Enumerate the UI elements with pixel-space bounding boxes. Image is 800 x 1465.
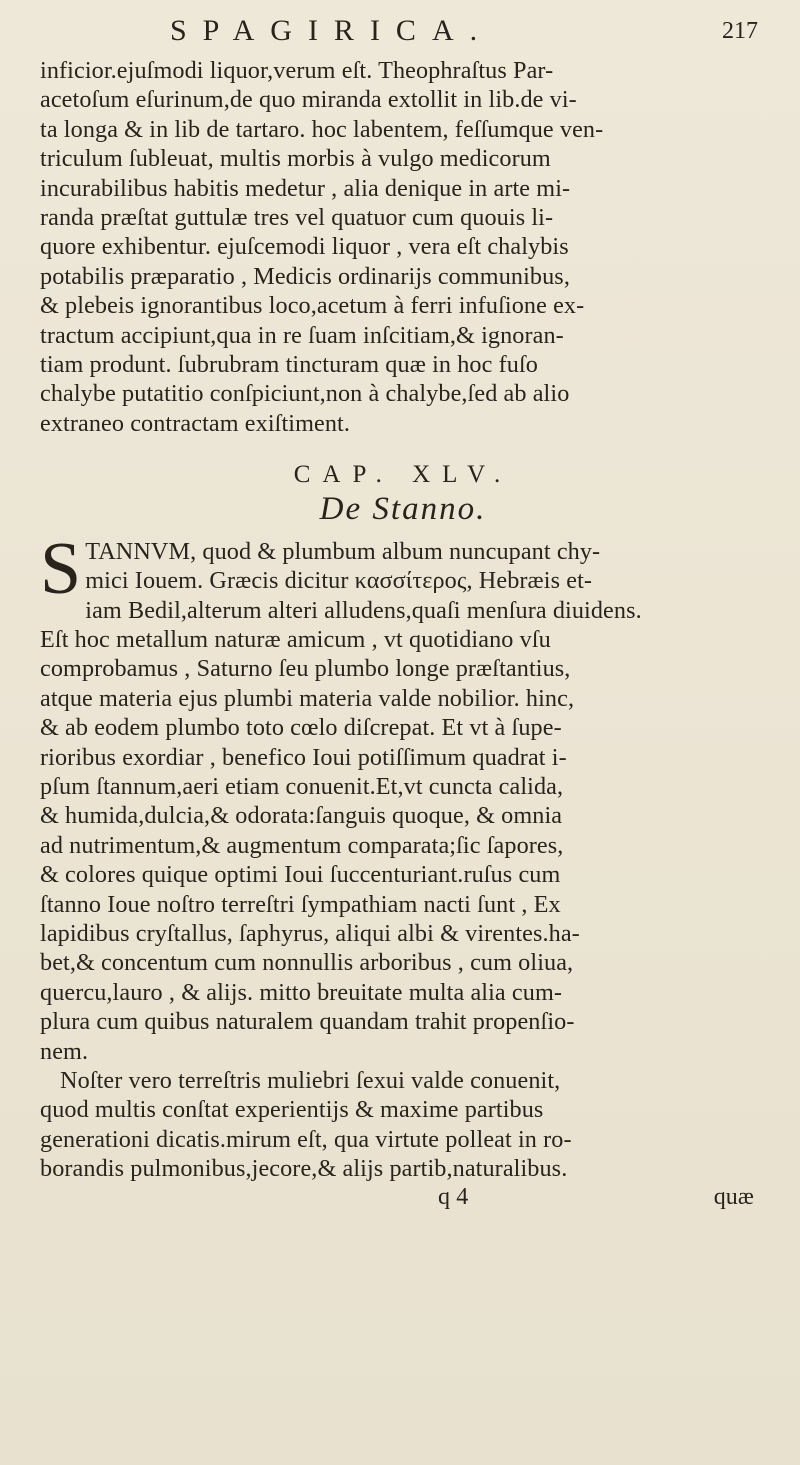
chapter-heading: CAP. XLV. xyxy=(293,461,513,489)
text-line: randa præſtat guttulæ tres vel quatuor cum quouis li- xyxy=(40,203,554,231)
text-line: extraneo contractam exiſtiment. xyxy=(40,409,351,437)
text-line: Eſt hoc metallum naturæ amicum , vt quotidiano vſu xyxy=(40,626,551,654)
text-line: triculum ſubleuat, multis morbis à vulgo medicorum xyxy=(40,145,551,173)
running-head: SPAGIRICA. xyxy=(170,14,494,47)
text-line: ta longa & in lib de tartaro. hoc labentem, feſſumque ven- xyxy=(40,115,604,143)
text-line: quore exhibentur. ejuſcemodi liquor , vera eſt chalybis xyxy=(40,233,569,261)
text-line: ad nutrimentum,& augmentum comparata;ſic ſapores, xyxy=(40,831,564,859)
drop-cap: S xyxy=(40,527,82,610)
text-line: ſtanno Ioue noſtro terreſtri ſympathiam nacti ſunt , Ex xyxy=(40,890,561,918)
text-line: Noſter vero terreſtris muliebri ſexui valde conuenit, xyxy=(60,1066,561,1094)
text-line: bet,& concentum cum nonnullis arboribus , cum oliua, xyxy=(40,949,574,977)
text-line: & colores quique optimi Ioui ſuccenturiant.ruſus cum xyxy=(40,861,561,889)
text-line: acetoſum eſurinum,de quo miranda extollit in lib.de vi- xyxy=(40,86,577,114)
text-line: inficior.ejuſmodi liquor,verum eſt. Theophraſtus Par- xyxy=(40,57,554,84)
page-footer xyxy=(40,1183,766,1213)
text-line: quod multis conſtat experientijs & maxime partibus xyxy=(40,1096,544,1124)
text-line: nem. xyxy=(40,1037,89,1065)
text-line: TANNVM, quod & plumbum album nuncupant chy- xyxy=(85,537,601,565)
chapter-title: De Stanno. xyxy=(319,491,487,528)
text-line: potabilis præparatio , Medicis ordinarijs communibus, xyxy=(40,262,570,290)
paragraph-1 xyxy=(40,56,766,438)
text-line: iam Bedil,alterum alteri alludens,quaſi menſura diuidens. xyxy=(85,596,642,624)
paragraph-3 xyxy=(40,1066,766,1184)
body-text xyxy=(40,56,766,1213)
catchword: quæ xyxy=(713,1184,754,1211)
text-line: rioribus exordiar , benefico Ioui potiſſimum quadrat i- xyxy=(40,743,567,771)
text-line: mici Iouem. Græcis dicitur κασσίτερος, Hebræis et- xyxy=(85,567,593,595)
text-line: generationi dicatis.mirum eſt, qua virtute polleat in ro- xyxy=(40,1125,572,1153)
text-line: comprobamus , Saturno ſeu plumbo longe præſtantius, xyxy=(40,655,571,683)
text-line: & ab eodem plumbo toto cœlo diſcrepat. Et vt à ſupe- xyxy=(40,714,562,742)
text-line: & plebeis ignorantibus loco,acetum à ferri infuſione ex- xyxy=(40,292,585,320)
text-line: pſum ſtannum,aeri etiam conuenit.Et,vt cuncta calida, xyxy=(40,773,564,801)
text-line: tiam produnt. ſubrubram tincturam quæ in hoc fuſo xyxy=(40,350,538,378)
page-number: 217 xyxy=(722,18,758,44)
signature-mark: q 4 xyxy=(438,1184,469,1211)
text-line: chalybe putatitio conſpiciunt,non à chalybe,ſed ab alio xyxy=(40,380,570,408)
text-line: plura cum quibus naturalem quandam trahit propenſio- xyxy=(40,1008,575,1036)
text-line: & humida,dulcia,& odorata:ſanguis quoque, & omnia xyxy=(40,802,563,830)
text-line: borandis pulmonibus,jecore,& alijs partib,naturalibus. xyxy=(40,1155,568,1183)
text-line: quercu,lauro , & alijs. mitto breuitate multa alia cum- xyxy=(40,978,563,1006)
paragraph-2 xyxy=(40,527,766,1066)
text-line: lapidibus cryſtallus, ſaphyrus, aliqui albi & virentes.ha- xyxy=(40,919,580,947)
text-line: atque materia ejus plumbi materia valde nobilior. hinc, xyxy=(40,684,575,712)
text-line: incurabilibus habitis medetur , alia denique in arte mi- xyxy=(40,174,571,202)
text-line: tractum accipiunt,qua in re ſuam inſcitiam,& ignoran- xyxy=(40,321,564,349)
page-header xyxy=(40,14,766,56)
